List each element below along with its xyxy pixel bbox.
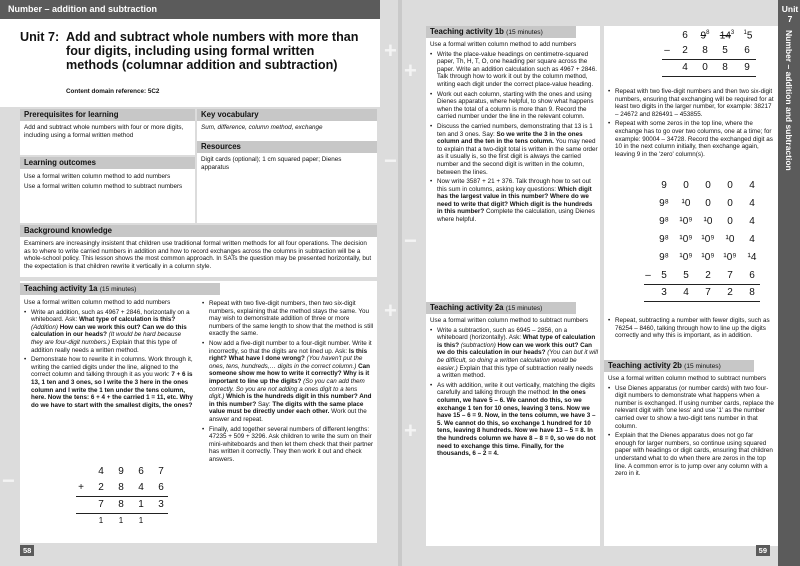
activity-2a-title: Teaching activity 2a <box>430 303 504 312</box>
activity-2a-duration: (15 minutes) <box>505 305 543 312</box>
list-item <box>430 178 598 224</box>
activity-1b-text <box>430 41 598 226</box>
digit: 4 <box>98 466 104 477</box>
text-run: (You can but it will be difficult, so doing a written calculation would be easier.) <box>437 349 598 372</box>
list-item: • Explain that the Dienes apparatus does not go far enough for larger numbers, so continue using squared paper with headings or digit cards, ensuring that children understand what to do when there are zeros in the top line. A common error is to jump over any column with a zero in it. <box>608 432 776 478</box>
page-number: 59 <box>756 545 770 556</box>
digit: 4 <box>683 287 689 298</box>
activity-1a-heading <box>20 283 220 295</box>
minus-decoration-icon: − <box>384 148 397 173</box>
calc-line <box>76 496 168 497</box>
text-run: So we write the 3 in the ones column and the ten in the tens column. <box>437 130 583 146</box>
digit: 4 <box>138 482 144 493</box>
learning-outcomes-heading: Learning outcomes <box>20 157 195 169</box>
digit: ¹0⁹ <box>679 252 693 263</box>
exchanged-digit: 1 <box>743 30 747 36</box>
text-run: Is this right? What have I done wrong? <box>209 347 368 363</box>
text-run: Can someone show me how to write it correctly? Why is it important to line up the digits? <box>209 362 371 385</box>
list-item <box>24 356 194 409</box>
digit: 7 <box>158 466 164 477</box>
digit: 9 <box>118 466 124 477</box>
calc-line <box>644 284 760 285</box>
plus-decoration-icon: + <box>384 298 397 323</box>
digit: 6 <box>138 466 144 477</box>
activity-1a-title: Teaching activity 1a <box>24 284 98 293</box>
unit-tab-side-label: Number – addition and subtraction <box>784 30 794 171</box>
background-knowledge-text: Examiners are increasingly insistent that children use traditional formal written methods for all four operations. The decision as to where to write carried numbers in addition and how to record exchanges across the columns in subtraction will be a whole-school policy. This lesson shows the most common approach. In SATs the question may be presented horizontally, but the expectation is that children rewrite it vertically in a column style. <box>24 240 372 270</box>
key-vocabulary-heading: Key vocabulary <box>197 109 377 121</box>
text-run: Say: <box>256 400 273 408</box>
content-domain-reference: Content domain reference: 5C2 <box>66 88 160 95</box>
text-run: Discuss the carried numbers, demonstrating that 13 is 1 ten and 3 ones. Say: <box>437 122 593 138</box>
section-header: Number – addition and subtraction <box>0 0 380 19</box>
activity-2a-text <box>430 317 598 460</box>
activity-2a-intro: Use a formal written column method to subtract numbers <box>430 317 589 324</box>
subtraction-column-calculation <box>660 28 760 84</box>
activity-2b-heading <box>604 360 754 372</box>
text-run: Explain that this type of subtraction really needs a written method. <box>437 364 593 380</box>
list-item <box>430 327 598 380</box>
digit: 3 <box>158 499 164 510</box>
digit: ¹0 <box>725 234 735 245</box>
digit <box>740 30 756 41</box>
digit: 4 <box>749 198 755 209</box>
col3-list-a <box>608 88 776 160</box>
list-item: • Repeat with two five-digit numbers, then two six-digit numbers, explaining that the method stays the same. You may wish to demonstrate addition of three or more numbers of the same length to show that the method is still exactly the same. <box>202 300 374 338</box>
digit: 0 <box>727 216 733 227</box>
text-run: You may need to explain that a two-digit total is written in the same order as it usually is, so the first digit is always the carried number and the second digit is written in the column, between the lines. <box>437 138 598 176</box>
text-run: Which digit has the largest value in this number? Where do we need to write that digit? Which digit is the hundreds in this number? <box>437 185 593 216</box>
digit: 6 <box>749 270 755 281</box>
list-item <box>430 382 598 458</box>
list-item: • Repeat, subtracting a number with fewer digits, such as 76254 – 8460, talking through how to line up the digits correctly and why this is important, as in addition. <box>608 317 776 340</box>
text-run: Now add a five-digit number to a four-digit number. Write it incorrectly, so that the digits are not lined up. Ask: <box>209 339 372 355</box>
digit: 2 <box>682 45 688 56</box>
text-run: 7 + 6 is 13, 1 ten and 3 ones, so I write the 3 here in the ones column and I write the 1 ten under the tens column, here. Now the tens: 6 + 4 + the carried 1 = 11, etc. Why do we have to start with the smallest digits, the ones? <box>31 371 193 409</box>
activity-1b-title: Teaching activity 1b <box>430 27 504 36</box>
list-item <box>202 340 374 424</box>
text-run: As with addition, write it out vertically, matching the digits carefully and talking through the method: <box>437 381 596 397</box>
list-item: • Write the place-value headings on centimetre-squared paper, Th, H, T, O, one heading per square across the paper. Write an addition calculation such as 4967 + 2846. Talk through how to work it out by the column method, writing each digit under the correct place-value heading. <box>430 51 598 89</box>
digit: ¹0 <box>681 198 691 209</box>
unit-tab-label: Unit 7 <box>781 4 799 24</box>
digit: 7 <box>727 270 733 281</box>
activity-1a-col1 <box>24 299 194 411</box>
digit: 5 <box>722 45 728 56</box>
digit: 8 <box>118 482 124 493</box>
digit: 9⁸ <box>659 252 669 263</box>
digit: ¹4 <box>747 252 757 263</box>
outcome-item: Use a formal written column method to subtract numbers <box>24 182 183 190</box>
digit: 5 <box>683 270 689 281</box>
right-page <box>402 0 800 566</box>
plus-decoration-icon: + <box>404 418 417 443</box>
activity-2a-heading <box>426 302 576 314</box>
digit-value: 5 <box>746 30 753 42</box>
digit: ¹0⁹ <box>701 252 715 263</box>
activity-1a-intro: Use a formal written column method to add numbers <box>24 299 171 306</box>
prerequisites-heading: Prerequisites for learning <box>20 109 195 121</box>
digit: 6 <box>682 30 688 41</box>
text-run: Now write 3587 + 21 + 376. Talk through how to set out this sum in columns, asking key questions: <box>437 178 591 193</box>
activity-2b-title: Teaching activity 2b <box>608 361 682 370</box>
plus-decoration-icon: + <box>404 58 417 83</box>
digit: 8 <box>702 45 708 56</box>
digit: 3 <box>661 287 667 298</box>
digit: 4 <box>749 234 755 245</box>
zero-exchange-calculation <box>642 180 762 330</box>
carry-digit: 1 <box>138 516 144 525</box>
digit: 4 <box>749 216 755 227</box>
digit: 0 <box>727 198 733 209</box>
text-run: Which is the hundreds digit in this number? And in this number? <box>209 393 372 408</box>
carry-digit: 1 <box>98 516 104 525</box>
digit: 8 <box>118 499 124 510</box>
calc-line <box>662 76 756 77</box>
addition-column-calculation <box>70 466 170 532</box>
exchanged-digit: 8 <box>706 30 710 36</box>
calc-line <box>76 513 168 514</box>
digit: 2 <box>98 482 104 493</box>
minus-decoration-icon: − <box>404 228 417 253</box>
digit: 7 <box>705 287 711 298</box>
list-item: • Repeat with some zeros in the top line, where the exchange has to go over two columns, one at a time; for example: 90004 – 34728. Record the exchanged digit as 10 in the next column initially, then exchange again, leaving 9 in the 'zero' column(s). <box>608 120 776 158</box>
activity-1a-duration: (15 minutes) <box>99 286 137 293</box>
activity-2b-intro: Use a formal written column method to subtract numbers <box>608 375 767 382</box>
digit: 0 <box>705 180 711 191</box>
text-run: (It would be hard because they are four-digit numbers.) <box>31 331 182 346</box>
page-number: 58 <box>20 545 34 556</box>
unit-tab-side <box>782 30 796 240</box>
digit: 9⁸ <box>659 198 669 209</box>
digit: 8 <box>722 62 728 73</box>
outcome-item: Use a formal written column method to add numbers <box>24 173 171 180</box>
activity-1b-heading <box>426 26 576 38</box>
digit: ¹0⁹ <box>701 234 715 245</box>
list-item: • Repeat with two five-digit numbers and then two six-digit numbers, ensuring that exchanging will be required for at least two digits in the larger number, for example: 38217 – 24672 and 826491 – 453855. <box>608 88 776 118</box>
unit-side-tab <box>778 0 800 566</box>
text-run: The digits with the same place value must be directly under each other. <box>209 400 364 416</box>
activity-1b-duration: (15 minutes) <box>506 29 543 36</box>
text-run: Work out the answer and repeat. <box>209 408 367 423</box>
digit: 1 <box>138 499 144 510</box>
digit: 8 <box>749 287 755 298</box>
left-page <box>0 0 398 566</box>
resources-text: Digit cards (optional); 1 cm squared paper; Dienes apparatus <box>201 156 342 171</box>
list-item: • Use Dienes apparatus (or number cards) with two four-digit numbers to demonstrate what happens when a number is exchanged. If using number cards, replace the relevant digit with 'one less' and use '1' as the number carried over to show a two-digit tens number in that column. <box>608 385 776 431</box>
digit: 9 <box>661 180 667 191</box>
resources-heading: Resources <box>197 141 377 153</box>
activity-2b-text <box>608 375 776 480</box>
list-item <box>430 123 598 176</box>
text-run: How can we work this out? Can we do this calculation in our heads? <box>437 341 593 357</box>
activity-1a-col2 <box>202 300 374 465</box>
text-run: Demonstrate how to rewrite it in columns. Work through it, writing the carried digits under the line, aligned to the correct column and talking through it as you work: <box>31 356 193 379</box>
minus-decoration-icon: − <box>2 468 15 493</box>
calc-line <box>644 301 760 302</box>
minus-sign: – <box>645 270 651 281</box>
digit: 0 <box>702 62 708 73</box>
learning-outcomes-list <box>24 173 192 192</box>
digit: 0 <box>705 198 711 209</box>
minus-sign: – <box>664 45 670 56</box>
digit: 4 <box>682 62 688 73</box>
text-run: Explain that this type of addition really needs a written method. <box>31 338 177 354</box>
crossed-digit: 9 <box>700 30 707 42</box>
col3-list-b <box>608 317 776 342</box>
digit <box>718 30 736 41</box>
activity-1b-intro: Use a formal written column method to add numbers <box>430 41 577 48</box>
background-knowledge-heading: Background knowledge <box>20 225 377 237</box>
plus-decoration-icon: + <box>384 38 397 63</box>
digit: 7 <box>98 499 104 510</box>
calc-line <box>662 59 756 60</box>
crossed-digit: 14 <box>719 30 731 42</box>
text-run: (subtraction) <box>459 341 498 349</box>
carry-digit: 1 <box>118 516 124 525</box>
list-item: • Finally, add together several numbers of different lengths: 47235 + 509 + 3296. Ask children to write the sum on their mini-whiteboards and then let them check that their partner has written it correctly. They then work it out and check answers. <box>202 426 374 464</box>
text-run: Write an addition, such as 4967 + 2846, horizontally on a whiteboard. Ask: <box>31 308 190 324</box>
activity-2b-duration: (15 minutes) <box>684 363 721 370</box>
text-run: (Addition) <box>31 323 60 331</box>
digit: ¹0 <box>703 216 713 227</box>
exchanged-digit: 3 <box>730 30 735 36</box>
digit: 2 <box>727 287 733 298</box>
list-item: • Work out each column, starting with the ones and using Dienes apparatus, where helpful, to show what happens when the total of a column is more than 9. Record the carried number under the line in the relevant column. <box>430 91 598 121</box>
digit: 0 <box>727 180 733 191</box>
text-run: Complete the calculation, using Dienes where helpful. <box>437 208 595 224</box>
digit: ¹0⁹ <box>723 252 737 263</box>
digit: 6 <box>744 45 750 56</box>
list-item <box>24 309 194 355</box>
digit: ¹0⁹ <box>679 234 693 245</box>
unit-number: Unit 7: <box>20 30 60 44</box>
digit: 0 <box>683 180 689 191</box>
text-run: What type of calculation is this? <box>437 334 596 349</box>
prerequisites-text: Add and subtract whole numbers with four or more digits, including using a formal written method <box>24 124 184 139</box>
digit: 9⁸ <box>659 216 669 227</box>
plus-sign: + <box>78 482 84 493</box>
text-run: Write a subtraction, such as 6945 – 2856, on a whiteboard (horizontally). Ask: <box>437 326 568 342</box>
text-run: In the ones column, we have 5 – 6. We cannot do this, so we exchange 1 ten for 10 ones, leaving 3 tens. Now we have 15 – 6 = 9. Now, in the tens column, we have 3 – 5. We cannot do this, so exchange 1 hundred for 10 tens, leaving 8 hundreds. Now we have 13 – 5 = 8. In the hundreds column we have 8 – 8 = 0, so we do not need to exchange this time. Finally, for the thousands, 6 – 2 = 4. <box>437 389 596 458</box>
digit <box>698 30 712 41</box>
unit-heading: Add and subtract whole numbers with more than four digits, including using formal written methods (columnar addition and subtraction) <box>66 30 359 72</box>
text-run: What type of calculation is this? <box>78 316 176 324</box>
text-run: (So you can add them correctly. So you are not adding a ones digit to a tens digit.) <box>209 377 365 401</box>
digit: 5 <box>661 270 667 281</box>
text-run: (You haven't put the ones, tens, hundreds,… digits in the correct column.) <box>209 355 363 370</box>
digit: 4 <box>749 180 755 191</box>
digit: 9⁸ <box>659 234 669 245</box>
digit: 2 <box>705 270 711 281</box>
digit: 9 <box>744 62 750 73</box>
key-vocabulary-text: Sum, difference, column method, exchange <box>201 124 323 131</box>
digit: ¹0⁹ <box>679 216 693 227</box>
digit: 6 <box>158 482 164 493</box>
text-run: How can we work this out? Can we do this calculation in our heads? <box>31 323 187 339</box>
